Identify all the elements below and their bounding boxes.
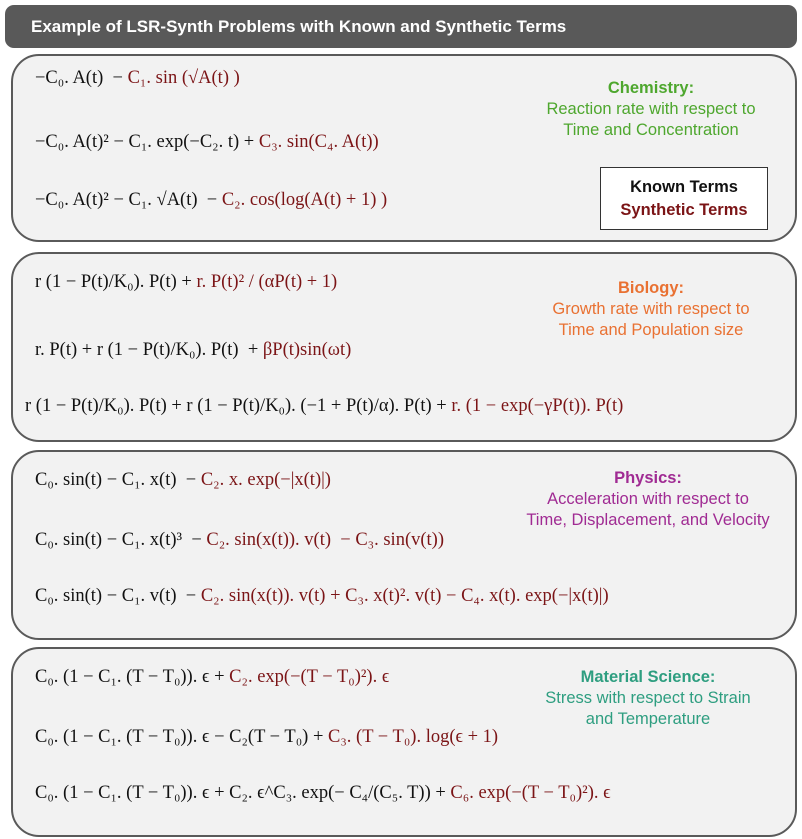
material-science-label [513, 667, 783, 730]
synthetic-term: C₂. cos(log(A(t) + 1) ) [221, 190, 388, 210]
synthetic-term: C₃. (T − T₀). log(ϵ + 1) [328, 727, 499, 747]
known-term: C₀. (1 − C₁. (T − T₀)). ϵ − C₂(T − T₀) + [35, 727, 329, 747]
known-term: r. P(t) + r (1 − P(t)/K₀). P(t) + [35, 340, 263, 360]
known-term: r (1 − P(t)/K₀). P(t) + [35, 272, 197, 292]
known-term: r (1 − P(t)/K₀). P(t) + r (1 − P(t)/K₀). (−1 + P(t)/α). P(t) + [25, 396, 452, 416]
synthetic-term: r. P(t)² / (αP(t) + 1) [196, 272, 338, 292]
synthetic-term: C₂. sin(x(t)). v(t) + C₃. x(t)². v(t) − C₄. x(t). exp(−|x(t)|) [200, 586, 609, 606]
material-science-desc-line2: and Temperature [585, 710, 711, 728]
chemistry-desc-line1: Reaction rate with respect to [546, 100, 756, 118]
equation-row [35, 132, 379, 153]
material-science-panel [11, 647, 797, 837]
chemistry-panel [11, 54, 797, 242]
equation-row [35, 667, 389, 688]
synthetic-term: C₂. exp(−(T − T₀)²). ϵ [229, 667, 390, 687]
chemistry-label [521, 78, 781, 141]
synthetic-term: C₃. sin(C₄. A(t)) [258, 132, 379, 152]
known-term: C₀. sin(t) − C₁. v(t) − [35, 586, 201, 606]
equation-row [35, 727, 498, 748]
chemistry-desc-line2: Time and Concentration [563, 121, 739, 139]
equation-row [35, 783, 611, 804]
synthetic-term: βP(t)sin(ωt) [262, 340, 352, 360]
physics-desc-line1: Acceleration with respect to [547, 490, 749, 508]
known-term: C₀. (1 − C₁. (T − T₀)). ϵ + [35, 667, 230, 687]
equation-row [25, 396, 623, 417]
biology-desc-line1: Growth rate with respect to [552, 300, 750, 318]
synthetic-term: C₆. exp(−(T − T₀)²). ϵ [450, 783, 611, 803]
legend-synthetic-terms: Synthetic Terms [620, 201, 748, 219]
known-term: −C₀. A(t)² − C₁. exp(−C₂. t) + [35, 132, 259, 152]
physics-desc-line2: Time, Displacement, and Velocity [526, 511, 770, 529]
biology-panel [11, 252, 797, 442]
synthetic-term: r. (1 − exp(−γP(t)). P(t) [451, 396, 624, 416]
biology-title: Biology: [618, 279, 684, 297]
known-term: −C₀. A(t)² − C₁. √A(t) − [35, 190, 222, 210]
synthetic-term: C₂. sin(x(t)). v(t) − C₃. sin(v(t)) [206, 530, 444, 550]
synthetic-term: C₂. x. exp(−|x(t)|) [200, 470, 331, 490]
equation-row [35, 470, 331, 491]
physics-title: Physics: [614, 469, 682, 487]
physics-label [503, 468, 793, 531]
equation-row [35, 272, 337, 293]
known-term: −C₀. A(t) − [35, 68, 128, 88]
chemistry-title: Chemistry: [607, 79, 695, 97]
known-term: C₀. (1 − C₁. (T − T₀)). ϵ + C₂. ϵ^C₃. exp(− C₄/(C₅. T)) + [35, 783, 451, 803]
equation-row [35, 586, 609, 607]
material-science-title: Material Science: [580, 668, 716, 686]
equation-row [35, 340, 351, 361]
biology-label [521, 278, 781, 341]
physics-panel [11, 450, 797, 640]
figure-title-bar [5, 5, 797, 48]
equation-row [35, 530, 444, 551]
legend-box [600, 167, 768, 230]
biology-desc-line2: Time and Population size [558, 321, 744, 339]
equation-row [35, 68, 240, 89]
synthetic-term: C₁. sin (√A(t) ) [127, 68, 240, 88]
material-science-desc-line1: Stress with respect to Strain [545, 689, 751, 707]
legend-known-terms: Known Terms [630, 178, 738, 196]
figure-title: Example of LSR-Synth Problems with Known and Synthetic Terms [31, 17, 567, 36]
equation-row [35, 190, 387, 211]
known-term: C₀. sin(t) − C₁. x(t)³ − [35, 530, 207, 550]
known-term: C₀. sin(t) − C₁. x(t) − [35, 470, 201, 490]
